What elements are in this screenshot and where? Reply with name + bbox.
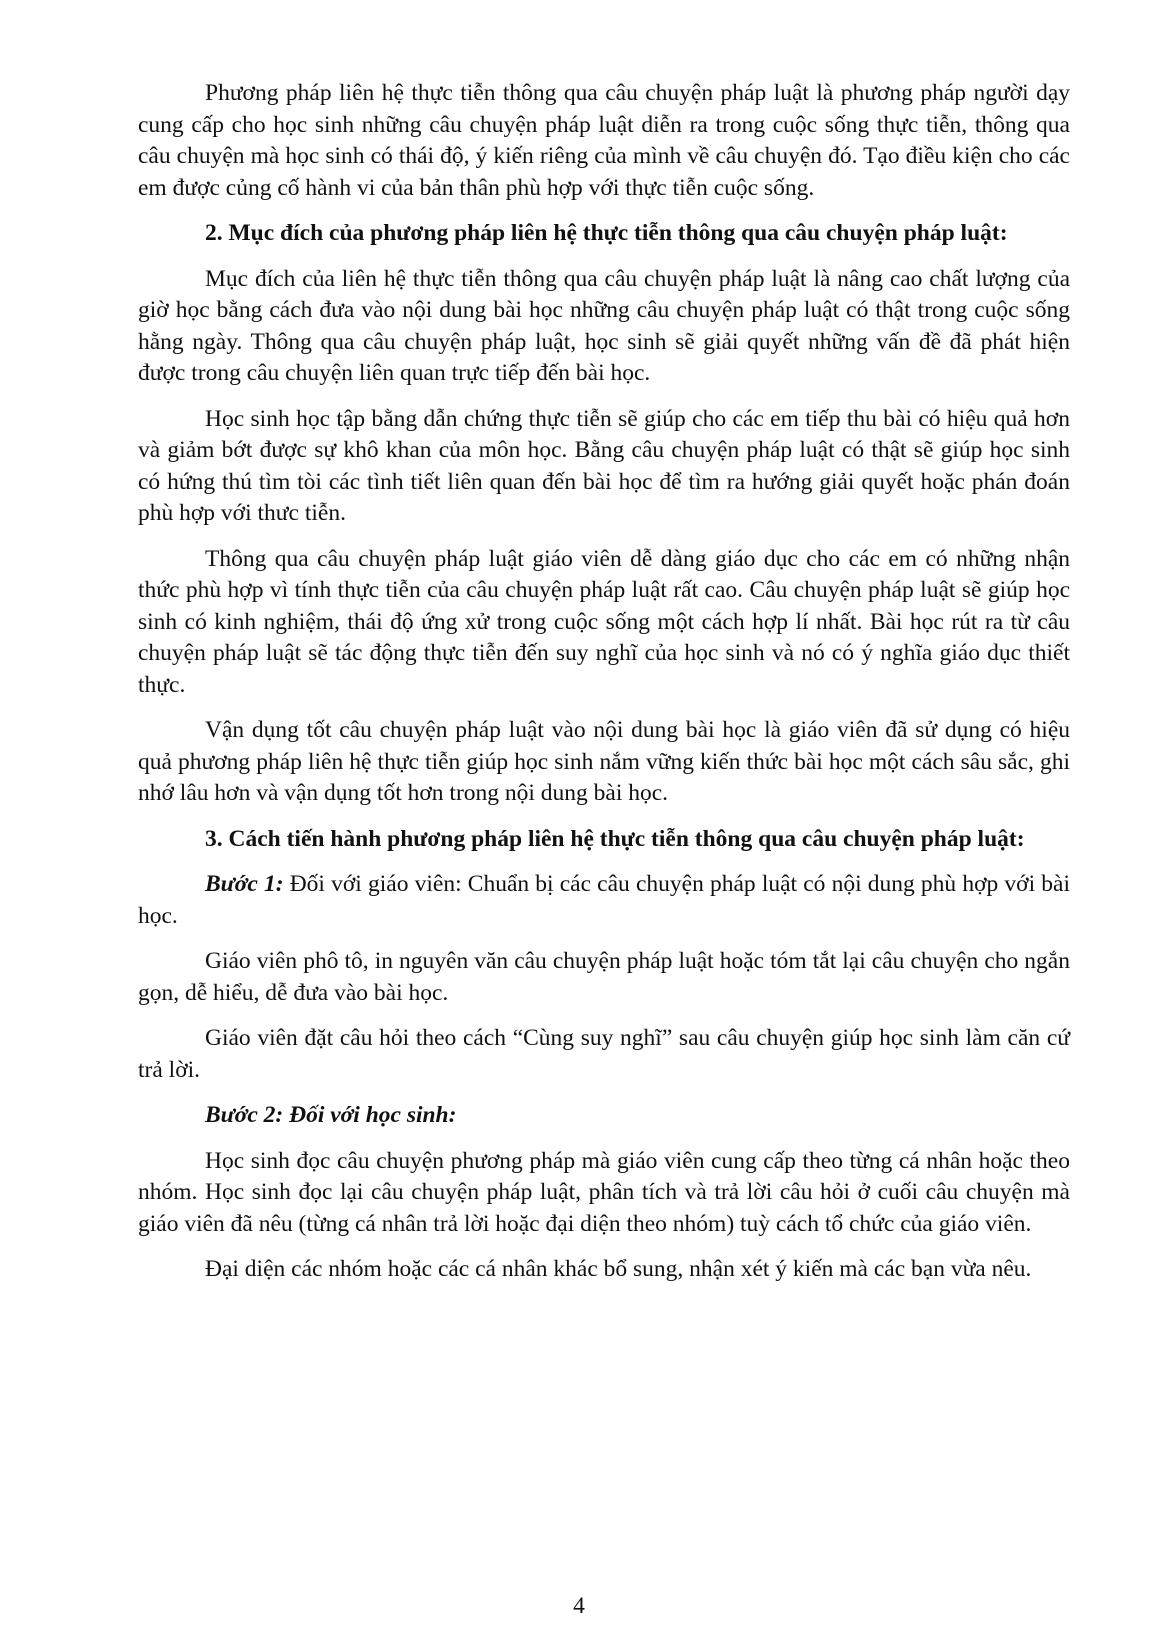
section-heading-3: 3. Cách tiến hành phương pháp liên hệ thực tiễn thông qua câu chuyện pháp luật: <box>205 825 1025 852</box>
step-2-heading: Bước 2: Đối với học sinh: <box>205 1102 457 1128</box>
page-number: 4 <box>573 1593 585 1619</box>
paragraph-education: Thông qua câu chuyện pháp luật giáo viên dễ dàng giáo dục cho các em có những nhận thức phù hợp vì tính thực tiễn của câu chuyện pháp luật rất cao. Câu chuyện pháp luật sẽ giúp học sinh có kinh nghiệm, thái độ ứng xử trong cuộc sống một cách hợp lí nhất. Bài học rút ra từ câu chuyện pháp luật sẽ tác động thực tiễn đến suy nghĩ của học sinh và nó có ý nghĩa giáo dục thiết thực. <box>138 545 1070 698</box>
paragraph-photocopy: Giáo viên phô tô, in nguyên văn câu chuyện pháp luật hoặc tóm tắt lại câu chuyện cho ngắn gọn, dễ hiểu, dễ đưa vào bài học. <box>138 948 1070 1006</box>
paragraph-representatives: Đại diện các nhóm hoặc các cá nhân khác bổ sung, nhận xét ý kiến mà các bạn vừa nêu. <box>205 1256 1032 1282</box>
paragraph-questions: Giáo viên đặt câu hỏi theo cách “Cùng suy nghĩ” sau câu chuyện giúp học sinh làm căn cứ trả lời. <box>138 1025 1070 1083</box>
step-1-text: Đối với giáo viên: Chuẩn bị các câu chuyện pháp luật có nội dung phù hợp với bài học. <box>138 871 1070 929</box>
paragraph-evidence: Học sinh học tập bằng dẫn chứng thực tiễn sẽ giúp cho các em tiếp thu bài có hiệu quả hơn và giảm bớt được sự khô khan của môn học. Bằng câu chuyện pháp luật có thật sẽ giúp học sinh có hứng thú tìm tòi các tình tiết liên quan đến bài học để tìm ra hướng giải quyết hoặc phán đoán phù hợp với thưc tiễn. <box>138 405 1070 526</box>
paragraph-purpose: Mục đích của liên hệ thực tiễn thông qua câu chuyện pháp luật là nâng cao chất lượng của giờ học bằng cách đưa vào nội dung bài học những câu chuyện pháp luật có thật trong cuộc sống hằng ngày. Thông qua câu chuyện pháp luật, học sinh sẽ giải quyết những vấn đề đã phát hiện được trong câu chuyện liên quan trực tiếp đến bài học. <box>138 265 1070 386</box>
paragraph-definition: Phương pháp liên hệ thực tiễn thông qua câu chuyện pháp luật là phương pháp người dạy cung cấp cho học sinh những câu chuyện pháp luật diễn ra trong cuộc sống thực tiễn, thông qua câu chuyện mà học sinh có thái độ, ý kiến riêng của mình về câu chuyện đó. Tạo điều kiện cho các em được củng cố hành vi của bản thân phù hợp với thực tiễn cuộc sống. <box>138 80 1070 201</box>
paragraph-students-read: Học sinh đọc câu chuyện phương pháp mà giáo viên cung cấp theo từng cá nhân hoặc theo nhóm. Học sinh đọc lại câu chuyện pháp luật, phân tích và trả lời câu hỏi ở cuối câu chuyện mà giáo viên đã nêu (từng cá nhân trả lời hoặc đại diện theo nhóm) tuỳ cách tổ chức của giáo viên. <box>138 1147 1070 1237</box>
paragraph-step-1 <box>138 869 1070 932</box>
step-1-label: Bước 1: <box>205 871 284 897</box>
section-heading-2: 2. Mục đích của phương pháp liên hệ thực tiễn thông qua câu chuyện pháp luật: <box>205 220 1008 246</box>
paragraph-application: Vận dụng tốt câu chuyện pháp luật vào nội dung bài học là giáo viên đã sử dụng có hiệu quả phương pháp liên hệ thực tiễn giúp học sinh nắm vững kiến thức bài học một cách sâu sắc, ghi nhớ lâu hơn và vận dụng tốt hơn trong nội dung bài học. <box>138 717 1070 806</box>
